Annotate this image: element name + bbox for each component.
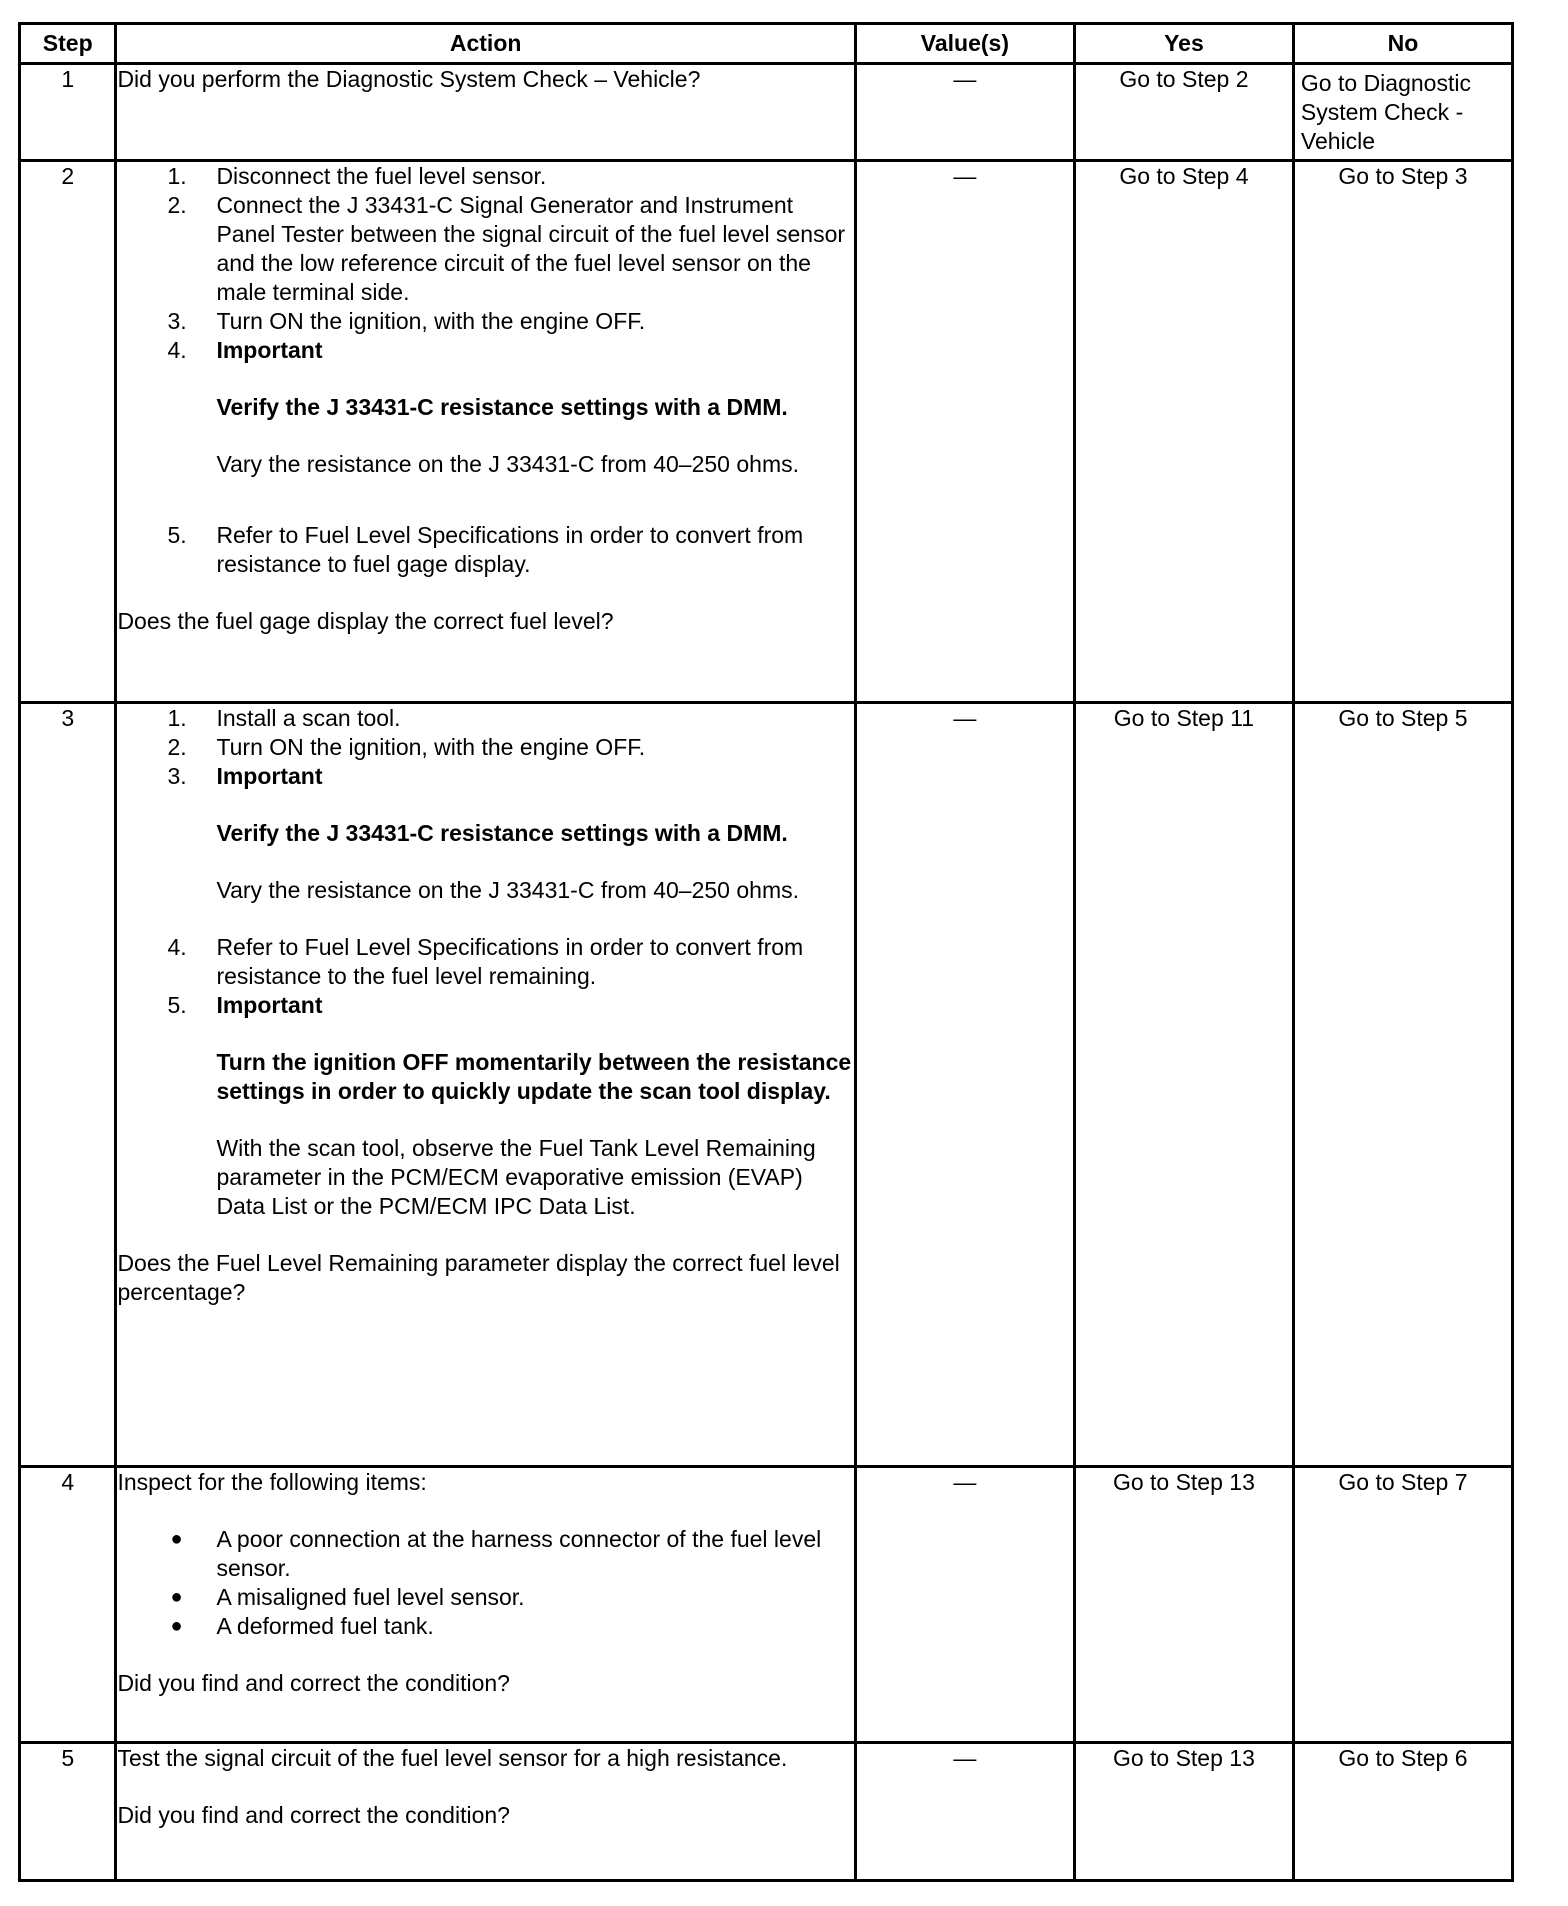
step-number: 4 [20,1467,116,1743]
action-cell [116,64,855,161]
table-row [20,1467,1513,1743]
action-cell [116,1743,855,1881]
sub-text: Vary the resistance on the J 33431-C from 40–250 ohms. [216,877,799,903]
list-item: 2. Turn ON the ignition, with the engine OFF. [167,734,646,760]
list-item: 5. Refer to Fuel Level Specifications in order to convert from resistance to fuel gage display. [167,522,804,577]
important-note: Turn the ignition OFF momentarily between the resistance settings in order to quickly update the scan tool display. [216,1049,852,1104]
intro-text: Inspect for the following items: [117,1469,427,1495]
list-item: ● A deformed fuel tank. [170,1613,434,1639]
list-item: 4. Refer to Fuel Level Specifications in order to convert from resistance to the fuel level remaining. [167,934,804,989]
table-row [20,64,1513,161]
list-item: 3. Turn ON the ignition, with the engine OFF. [167,308,646,334]
sub-text: Vary the resistance on the J 33431-C from 40–250 ohms. [216,451,799,477]
important-note: Verify the J 33431-C resistance settings with a DMM. [216,820,788,846]
header-values: Value(s) [855,24,1074,64]
step-number: 1 [20,64,116,161]
step-number: 2 [20,161,116,703]
question-text: Does the Fuel Level Remaining parameter display the correct fuel level percentage? [117,1250,840,1305]
header-no: No [1293,24,1512,64]
diagnostic-table [18,22,1514,1882]
question-text: Did you perform the Diagnostic System Check – Vehicle? [117,66,701,92]
intro-text: Test the signal circuit of the fuel level sensor for a high resistance. [117,1745,788,1771]
value-cell: — [855,64,1074,161]
no-cell: Go to Step 3 [1293,161,1512,703]
header-step: Step [20,24,116,64]
value-cell: — [855,1743,1074,1881]
action-cell [116,1467,855,1743]
header-yes: Yes [1074,24,1293,64]
no-cell: Go to Step 5 [1293,703,1512,1467]
no-cell: Go to Step 6 [1293,1743,1512,1881]
action-cell [116,161,855,703]
header-action: Action [116,24,855,64]
list-item: 3. Important [167,763,323,789]
no-cell: Go to Diagnostic System Check - Vehicle [1293,64,1512,161]
yes-cell: Go to Step 2 [1074,64,1293,161]
list-item: ● A misaligned fuel level sensor. [170,1584,525,1610]
header-row [20,24,1513,64]
yes-cell: Go to Step 13 [1074,1467,1293,1743]
question-text: Did you find and correct the condition? [117,1802,510,1828]
yes-cell: Go to Step 11 [1074,703,1293,1467]
value-cell: — [855,1467,1074,1743]
value-cell: — [855,703,1074,1467]
list-item: ● A poor connection at the harness connector of the fuel level sensor. [170,1526,822,1581]
step-number: 3 [20,703,116,1467]
table-row [20,1743,1513,1881]
list-item: 2. Connect the J 33431-C Signal Generator and Instrument Panel Tester between the signal circuit of the fuel level sensor and the low reference circuit of the fuel level sensor on the male terminal side. [167,192,846,305]
yes-cell: Go to Step 4 [1074,161,1293,703]
list-item: 4. Important [167,337,323,363]
list-item: 1. Disconnect the fuel level sensor. [167,163,547,189]
action-cell [116,703,855,1467]
important-note: Verify the J 33431-C resistance settings with a DMM. [216,394,788,420]
sub-text: With the scan tool, observe the Fuel Tank Level Remaining parameter in the PCM/ECM evaporative emission (EVAP) Data List or the PCM/ECM IPC Data List. [216,1135,816,1219]
value-cell: — [855,161,1074,703]
list-item: 1. Install a scan tool. [167,705,401,731]
list-item: 5. Important [167,992,323,1018]
question-text: Does the fuel gage display the correct fuel level? [117,608,614,634]
step-number: 5 [20,1743,116,1881]
no-cell: Go to Step 7 [1293,1467,1512,1743]
yes-cell: Go to Step 13 [1074,1743,1293,1881]
table-row [20,703,1513,1467]
table-row [20,161,1513,703]
question-text: Did you find and correct the condition? [117,1670,510,1696]
